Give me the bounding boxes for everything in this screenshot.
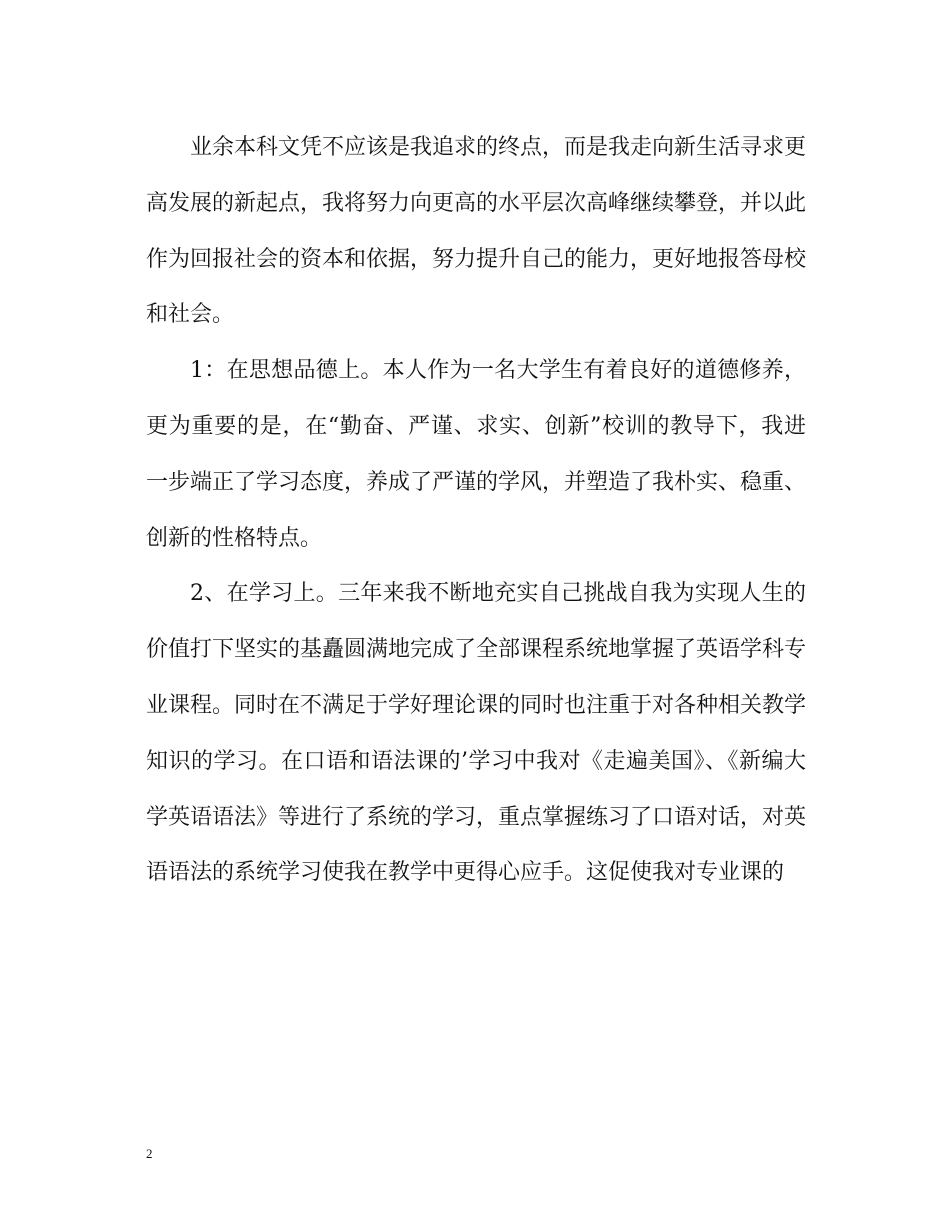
page-number: 2 — [146, 1146, 153, 1161]
paragraph-moral-character: 1：在思想品德上。本人作为一名大学生有着良好的道德修养，更为重要的是，在“勤奋、严谨、求实、创新”校训的教导下，我进一步端正了学习态度，养成了严谨的学风，并塑造了我朴实、稳重、创新的性格特点。 — [146, 358, 807, 551]
paragraph-intro: 业余本科文凭不应该是我追求的终点，而是我走向新生活寻求更高发展的新起点，我将努力向更高的水平层次高峰继续攀登，并以此作为回报社会的资本和依据，努力提升自己的能力，更好地报答母校和社会。 — [146, 135, 807, 328]
paragraph-study: 2、在学习上。三年来我不断地充实自己挑战自我为实现人生的价值打下坚实的基矗圆满地完成了全部课程系统地掌握了英语学科专业课程。同时在不满足于学好理论课的同时也注重于对各种相关教学知识的学习。在口语和语法课的’学习中我对《走遍美国》、《新编大学英语语法》等进行了系统的学习，重点掌握练习了口语对话，对英语语法的系统学习使我在教学中更得心应手。这促使我对专业课的 — [146, 581, 807, 886]
document-body — [146, 120, 806, 901]
